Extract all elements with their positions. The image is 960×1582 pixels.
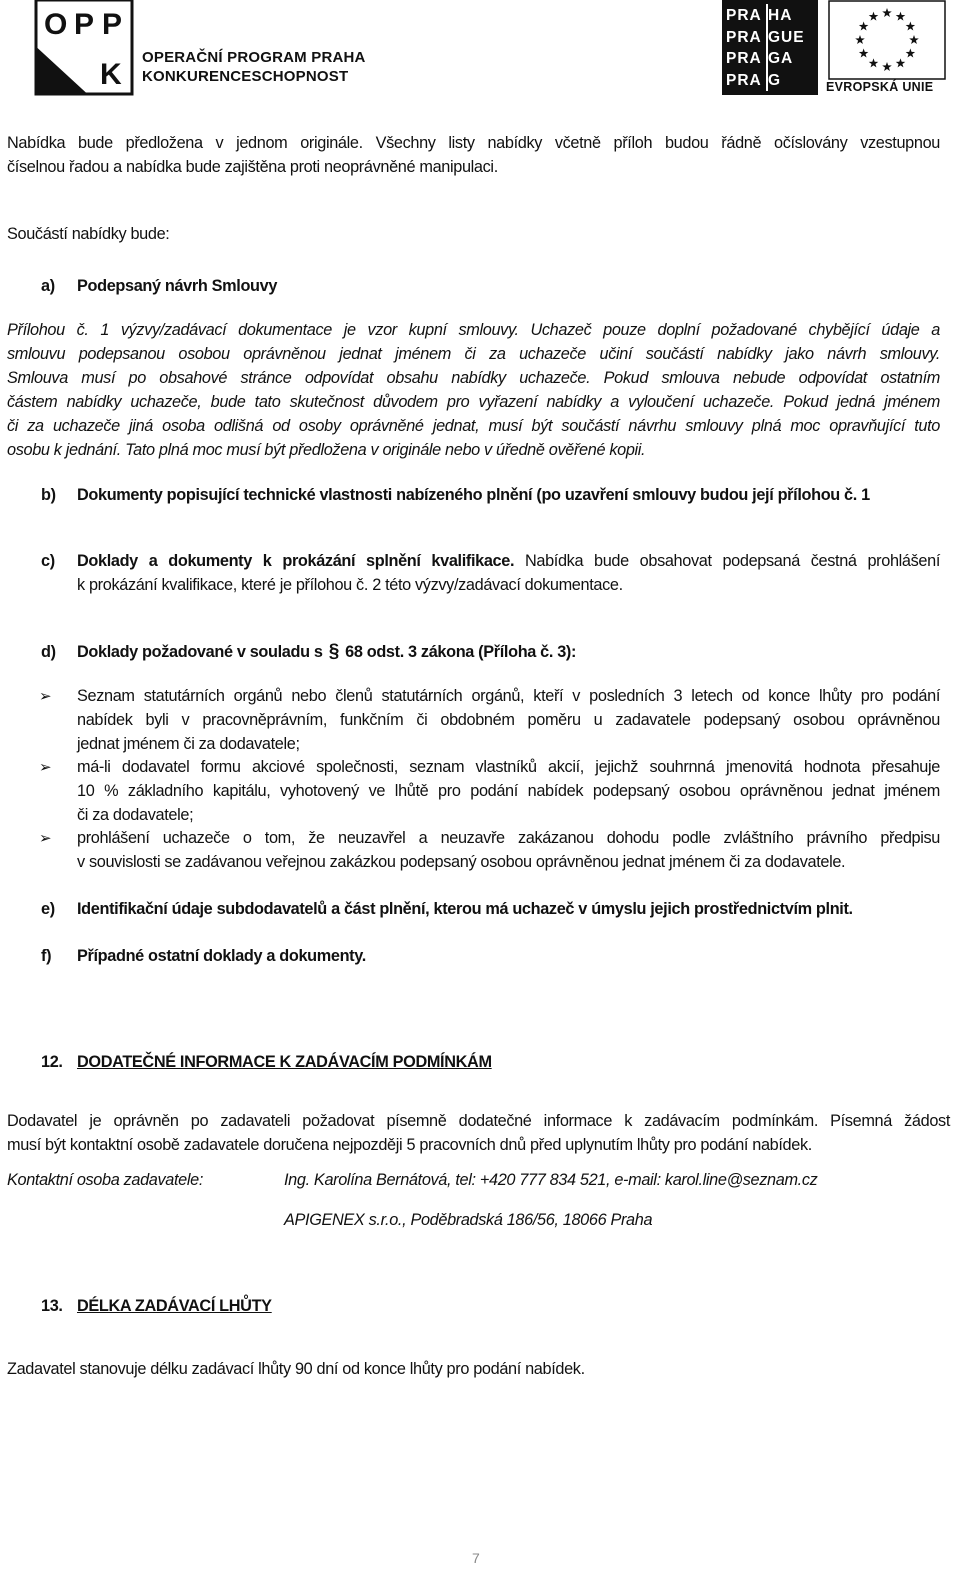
eu-label: EVROPSKÁ UNIE [826,80,934,94]
contract-para-line-2: smlouvu podepsanou osobou oprávněnou jednat jménem či za uchazeče učiní součástí nabídky jako návrh smlouvy. [7,345,940,363]
contract-para-line-3 [7,366,940,390]
item-e-letter: e) [41,900,55,918]
section-13-text: Zadavatel stanovuje délku zadávací lhůty 90 dní od konce lhůty pro podání nabídek. [7,1360,585,1378]
contact-line-2: APIGENEX s.r.o., Poděbradská 186/56, 18066 Praha [284,1211,653,1229]
praha-logo-text [726,5,810,91]
item-d-letter: d) [41,643,56,661]
bullet-1-line-1: Seznam statutárních orgánů nebo členů statutárních orgánů, kteří v posledních 3 letech od konce lhůty pro podání [77,687,940,705]
contract-para-line-4a: částem nabídky uchazeče, bude tato skutečnost důvodem pro vyřazení nabídky a vyloučení uchazeče. [7,393,775,411]
contract-para-line-6b: Tato plná moc musí být předložena v originále nebo v úředně ověřené kopii. [125,441,646,459]
contract-para-line-6 [7,438,940,462]
section-12-number: 12. [41,1053,63,1071]
praha-row: PRA HA [726,7,793,24]
item-b-letter: b) [41,486,56,504]
praha-row: PRA G [726,71,782,89]
section-12-line-2: musí být kontaktní osobě zadavatele doručena nejpozději 5 pracovních dnů před uplynutím lhůty pro podání nabídek. [7,1136,812,1154]
opp-letter-p1: P [74,8,95,41]
opp-letter-o: O [44,8,68,41]
contract-para-line-4 [7,390,940,414]
item-b-title: Dokumenty popisující technické vlastnosti nabízeného plnění (po uzavření smlouvy budou její přílohou č. 1 [77,486,870,504]
contract-para-line-5: či za uchazeče jiná osoba odlišná od osoby oprávněné jednat, musí být součástí návrhu smlouvy plná moc opravňující tuto [7,417,940,435]
item-c-rest: Nabídka bude obsahovat podepsaná čestná prohlášení [524,552,940,570]
section-sign: § [328,641,339,662]
section-12-title: DODATEČNÉ INFORMACE K ZADÁVACÍM PODMÍNKÁM [77,1053,492,1071]
eu-flag-icon [828,0,946,80]
bullet-2-line-2: 10 % základního kapitálu, vyhotovený ve lhůtě pro podání nabídek podepsaný osobou oprávněnou jednat jménem [77,782,940,800]
contract-para-line-4b: Pokud jedná jménem [783,393,940,411]
page-number: 7 [472,1550,480,1566]
praha-logo [722,0,818,95]
item-e-title: Identifikační údaje subdodavatelů a část plnění, kterou má uchazeč v úmyslu jejich prostřednictvím plnit. [77,900,853,918]
opp-title [142,48,366,86]
bullet-2-line-3: či za dodavatele; [77,806,194,824]
opp-letter-p2: P [102,8,123,41]
item-c-title: Doklady a dokumenty k prokázání splnění kvalifikace. [77,552,515,570]
bullet-1-line-2: nabídek byli v pracovněprávním, funkčním či obdobném poměru u zadavatele podepsaný osobou oprávněnou [77,711,940,729]
item-f-title: Případné ostatní doklady a dokumenty. [77,947,366,965]
praha-row: PRA GA [726,50,794,67]
item-c-line-2: k prokázání kvalifikace, které je přílohou č. 2 této výzvy/zadávací dokumentace. [77,576,623,594]
section-13-number: 13. [41,1297,63,1315]
contract-para-line-3a: Smlouva musí po obsahové stránce odpovídat obsahu nabídky uchazeče. [7,369,591,387]
item-c-letter: c) [41,552,55,570]
bullet-arrow-icon: ➢ [39,687,52,705]
bullet-1-line-3: jednat jménem či za dodavatele; [77,735,300,753]
opp-logo [34,0,134,96]
opp-title-line1: OPERAČNÍ PROGRAM PRAHA [142,49,366,66]
bullet-2-line-1: má-li dodavatel formu akciové společnosti, seznam vlastníků akcií, jejichž souhrnná jmenovitá hodnota přesahuje [77,758,940,776]
item-a-letter: a) [41,277,55,295]
contact-line-1: Ing. Karolína Bernátová, tel: +420 777 834 521, e-mail: karol.line@seznam.cz [284,1171,818,1189]
contract-para-line-1b: Uchazeč pouze doplní požadované chybějící údaje a [530,321,940,339]
item-a-title: Podepsaný návrh Smlouvy [77,277,278,295]
opp-letter-k: K [100,58,122,91]
opp-title-line2: KONKURENCESCHOPNOST [142,68,349,85]
contract-para-line-6a: osobu k jednání. [7,441,121,459]
contract-para-line-1 [7,318,940,342]
intro-line-2: číselnou řadou a nabídka bude zajištěna proti neoprávněné manipulaci. [7,158,498,176]
section-12-line-1: Dodavatel je oprávněn po zadavateli požadovat písemně dodatečné informace k zadávacím podmínkám. Písemná žádost [7,1112,950,1130]
contact-label: Kontaktní osoba zadavatele: [7,1171,204,1189]
praha-row: PRA GUE [726,28,805,46]
section-13-title: DÉLKA ZADÁVACÍ LHŮTY [77,1297,272,1315]
contract-para-line-1a: Přílohou č. 1 výzvy/zadávací dokumentace je vzor kupní smlouvy. [7,321,519,339]
bullet-arrow-icon: ➢ [39,829,52,847]
item-c-line-1 [77,549,940,573]
item-d-title [77,640,576,664]
item-f-letter: f) [41,947,52,965]
intro-line-1: Nabídka bude předložena v jednom originále. Všechny listy nabídky včetně příloh budou řádně očíslovány vzestupnou [7,134,940,152]
components-heading: Součástí nabídky bude: [7,225,170,243]
contract-para-line-3b: Pokud smlouva nebude odpovídat ostatním [603,369,940,387]
bullet-3-line-1: prohlášení uchazeče o tom, že neuzavřel a neuzavře zakázanou dohodu podle zvláštního právního předpisu [77,829,940,847]
bullet-arrow-icon: ➢ [39,758,52,776]
item-d-title-pre: Doklady požadované v souladu s [77,643,323,661]
item-d-title-post: 68 odst. 3 zákona (Příloha č. 3): [345,643,577,661]
bullet-3-line-2: v souvislosti se zadávanou veřejnou zakázkou podepsaný osobou oprávněnou jednat jménem či za dodavatele. [77,853,846,871]
